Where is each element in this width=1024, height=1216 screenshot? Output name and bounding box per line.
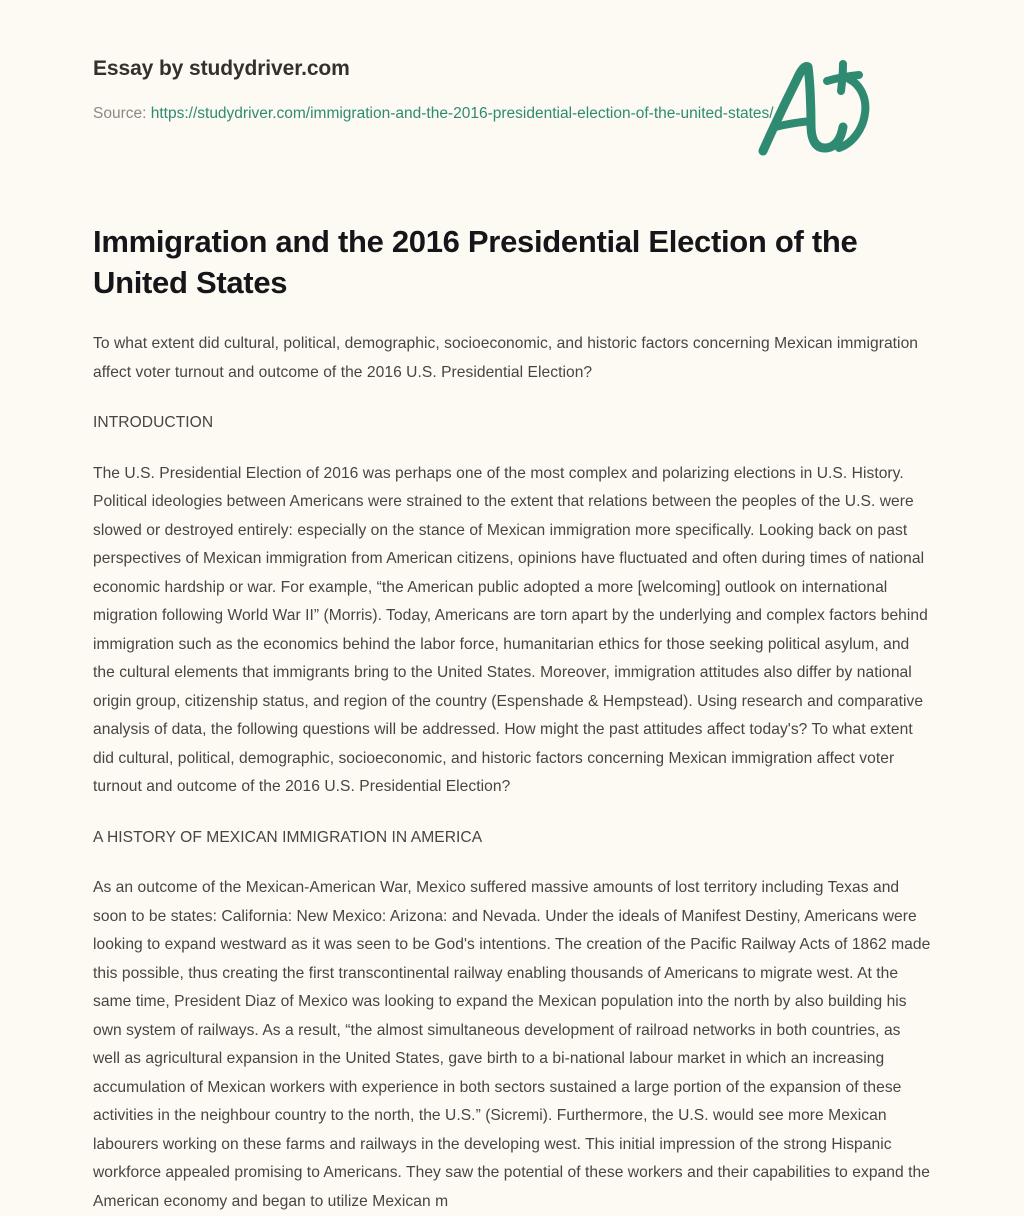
source-line: [93, 101, 793, 127]
section-heading-introduction: INTRODUCTION: [93, 414, 214, 431]
section-heading-history: A HISTORY OF MEXICAN IMMIGRATION IN AMERICA: [93, 828, 483, 846]
page-title: Immigration and the 2016 Presidential Election of the United States: [93, 224, 858, 301]
byline: Essay by studydriver.com: [93, 57, 350, 80]
source-label: Source:: [93, 105, 147, 123]
paragraph-research-question: To what extent did cultural, political, demographic, socioeconomic, and historic factors concerning Mexican immigration affect voter turnout and outcome of the 2016 U.S. Presidential Election?: [93, 335, 919, 381]
paragraph-history-body: As an outcome of the Mexican-American War, Mexico suffered massive amounts of lost territory including Texas and soon to be states: California: New Mexico: Arizona: and Nevada. Under the ideals of Manifest Destiny, Americans were looking to expand westward as it was seen to be God's intentions. The creation of the Pacific Railway Acts of 1862 made this possible, thus creating the first transcontinental railway enabling thousands of Americans to migrate west. At the same time, President Diaz of Mexico was looking to expand the Mexican population into the north by also building his own system of railways. As a result, “the almost simultaneous development of railroad networks in both countries, as well as agricultural expansion in the United States, gave birth to a bi-national labour market in which an increasing accumulation of Mexican workers with experience in both sectors sustained a large portion of the expansion of these activities in the neighbour country to the north, the U.S.” (Sicremi). Furthermore, the U.S. would see more Mexican labourers working on these farms and railways in the developing west. This initial impression of the strong Hispanic workforce appealed promising to Americans. They saw the potential of these workers and their capabilities to expand the American economy and began to utilize Mexican m: [93, 879, 931, 1210]
a-plus-logo-svg: [749, 55, 889, 165]
a-plus-logo-icon: [749, 55, 889, 165]
page-header: [93, 0, 931, 127]
essay-body: [93, 304, 931, 1216]
source-url-link[interactable]: https://studydriver.com/immigration-and-the-2016-presidential-election-of-the-united-states/: [150, 105, 774, 123]
paragraph-introduction-body: The U.S. Presidential Election of 2016 was perhaps one of the most complex and polarizing elections in U.S. History. Political ideologies between Americans were strained to the extent that relations between the peoples of the U.S. were slowed or destroyed entirely: especially on the stance of Mexican immigration more specifically. Looking back on past perspectives of Mexican immigration from American citizens, opinions have fluctuated and often during times of national economic hardship or war. For example, “the American public adopted a more [welcoming] outlook on international migration following World War II” (Morris). Today, Americans are torn apart by the underlying and complex factors behind immigration such as the economics behind the labor force, humanitarian ethics for those seeking political asylum, and the cultural elements that immigrants bring to the United States. Moreover, immigration attitudes also differ by national origin group, citizenship status, and region of the country (Espenshade & Hempstead). Using research and comparative analysis of data, the following questions will be addressed. How might the past attitudes affect today's? To what extent did cultural, political, demographic, socioeconomic, and historic factors concerning Mexican immigration affect voter turnout and outcome of the 2016 U.S. Presidential Election?: [93, 464, 928, 795]
